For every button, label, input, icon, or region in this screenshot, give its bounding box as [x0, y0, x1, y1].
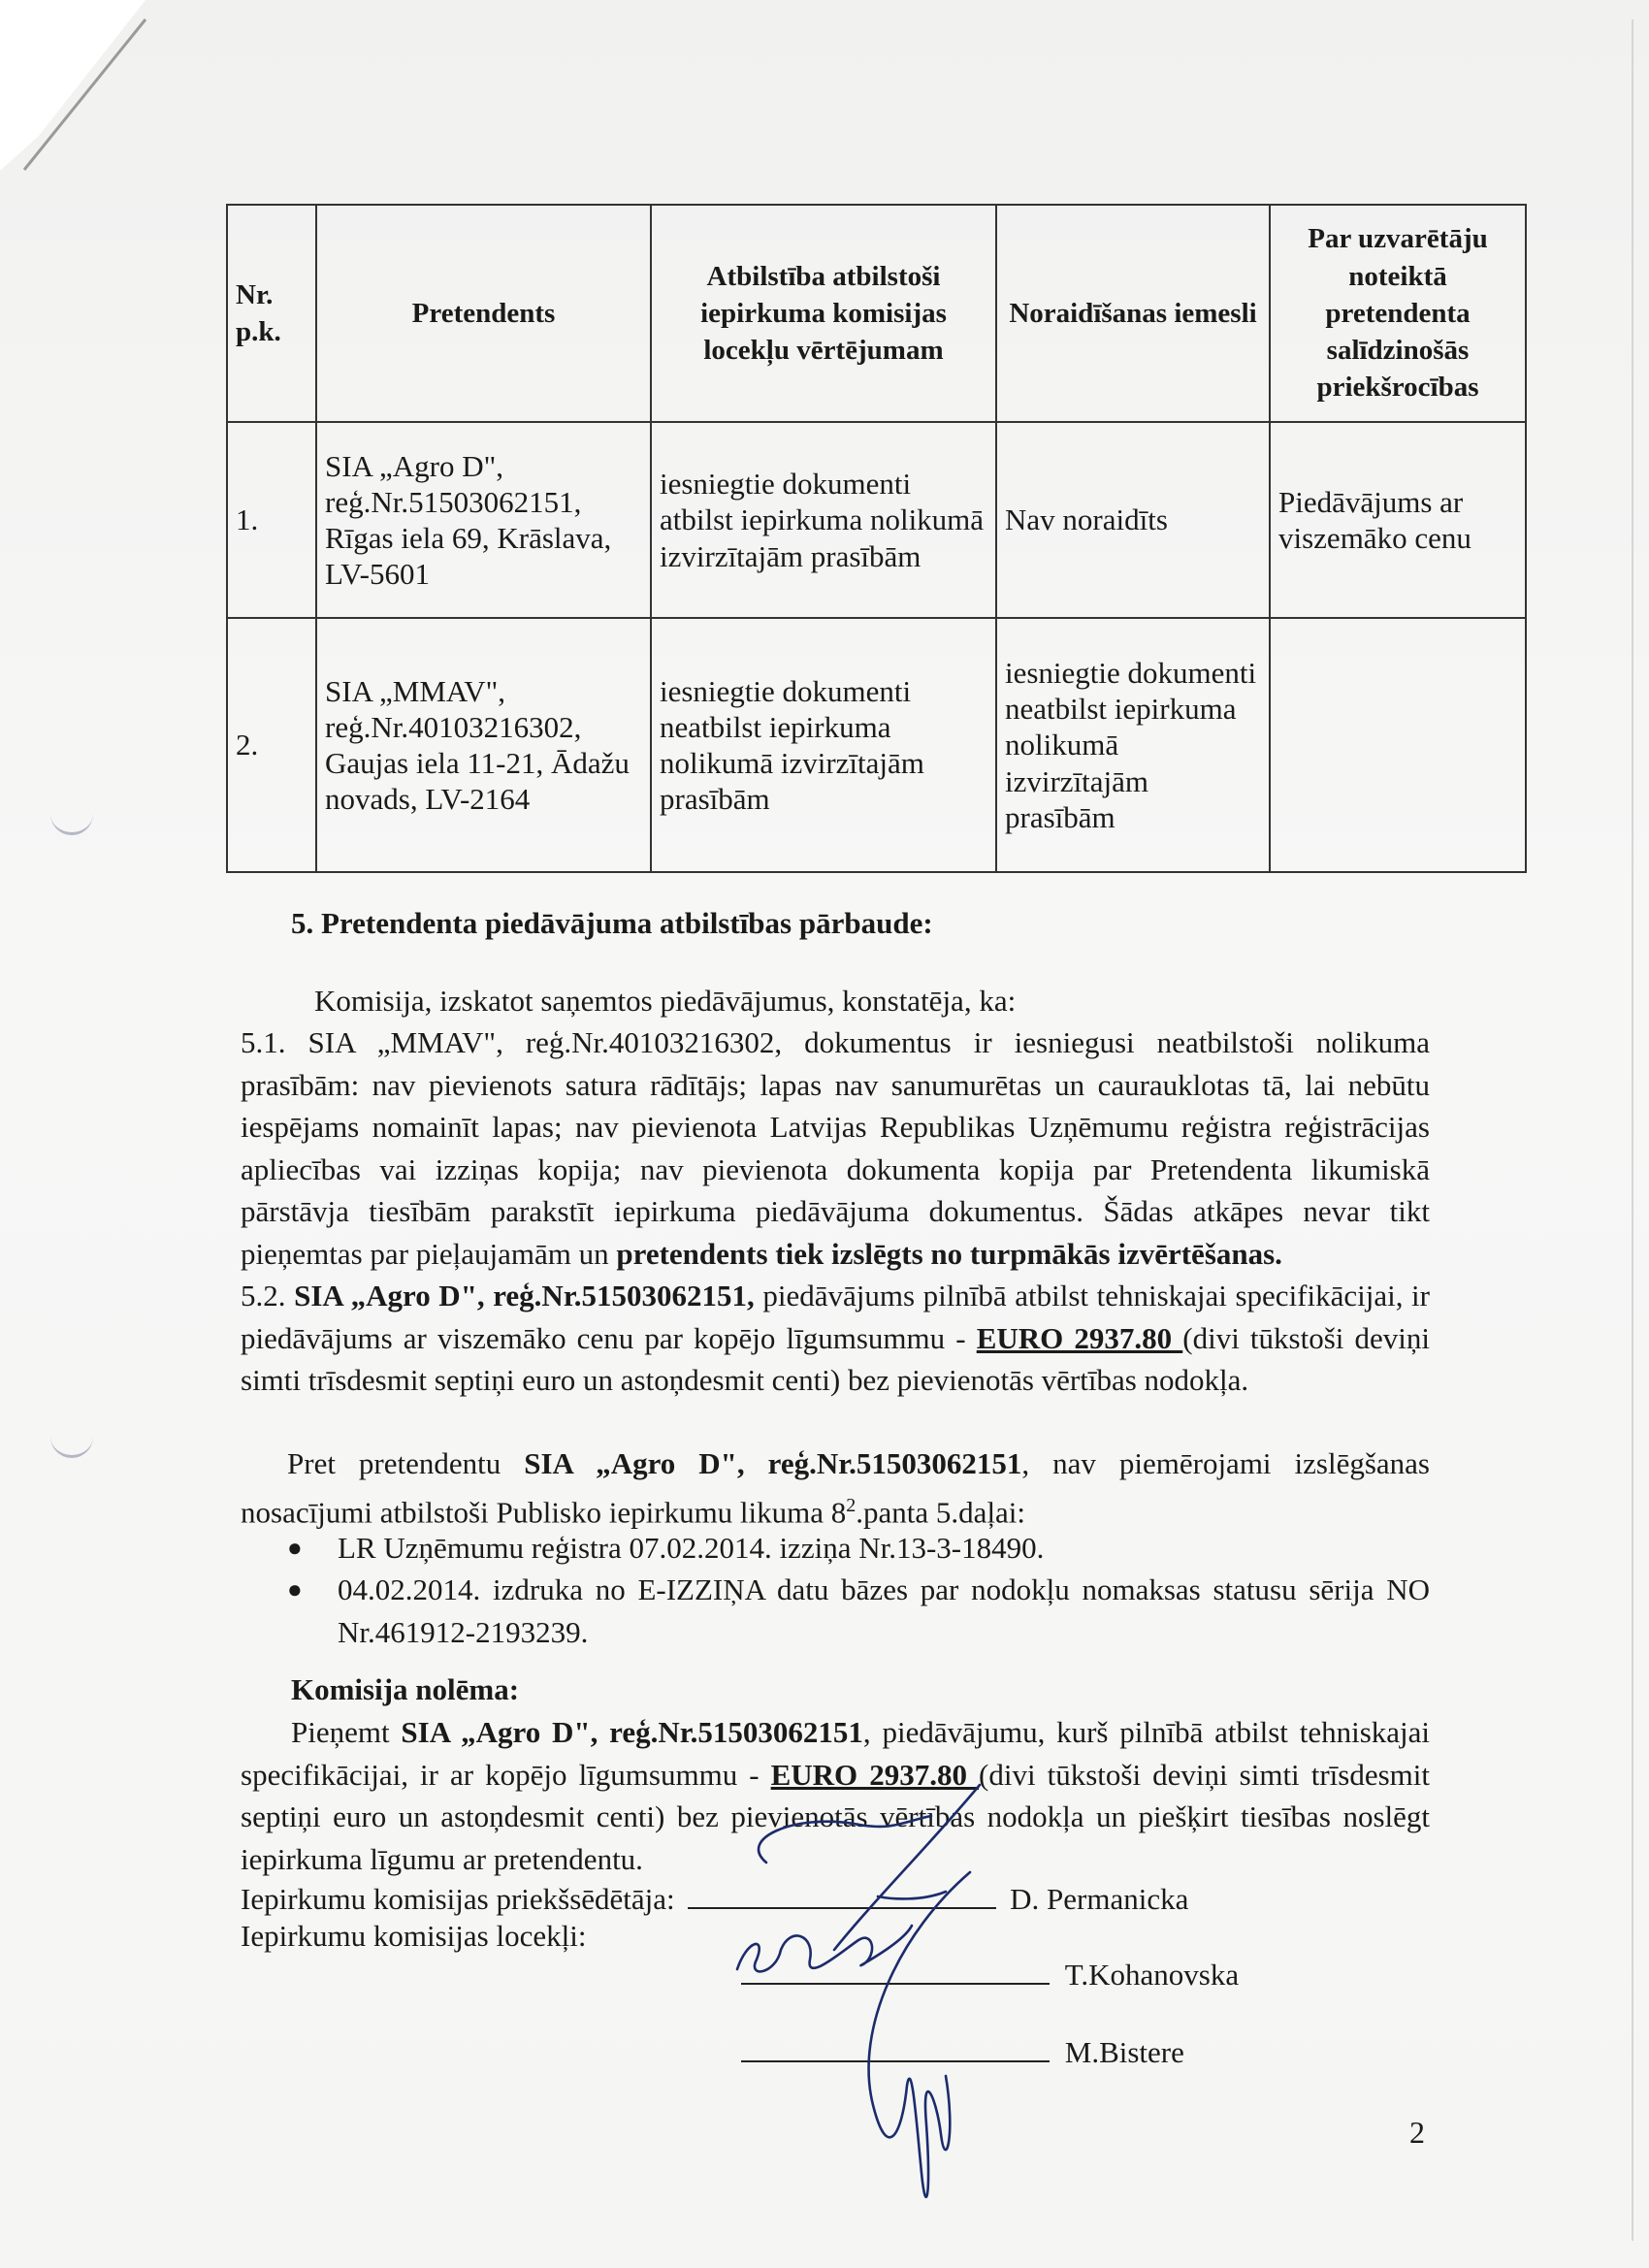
decision-amount: EURO 2937.80 — [770, 1757, 980, 1792]
chair-name: D. Permanicka — [1010, 1882, 1189, 1916]
paragraph-5-2-prefix: 5.2. — [241, 1279, 295, 1312]
paragraph-5-2-text-end: (divi tūkstoši deviņi simti trīsdesmit septiņi euro un astoņdesmit centi) bez pievienotās vērtības nodokļa. — [241, 1320, 1430, 1397]
col-header-noraidisana: Noraidīšanas iemesli — [996, 205, 1270, 422]
cell-atbilstiba: iesniegtie dokumenti neatbilst iepirkuma nolikumā izvirzītajām prasībām — [651, 618, 996, 872]
col-header-nr: Nr. p.k. — [227, 205, 316, 422]
cell-prieksrocibas: Piedāvājums ar viszemāko cenu — [1270, 422, 1526, 618]
member2-name: M.Bistere — [1064, 2035, 1184, 2069]
signature-chair — [759, 1785, 980, 1950]
col-header-prieksrocibas: Par uzvarētāju noteiktā pretendenta salīdzinošās priekšrocības — [1270, 205, 1526, 422]
cell-nr: 1. — [227, 422, 316, 618]
section-5-heading: 5. Pretendenta piedāvājuma atbilstības pārbaude: — [291, 906, 933, 940]
bullet-icon: ● — [287, 1534, 303, 1562]
paragraph-5-2-text: piedāvājums pilnībā atbilst tehniskajai specifikācijai, ir piedāvājums ar viszemāko cenu par kopējo līgumsummu - — [241, 1279, 1430, 1355]
decision-text-2: , piedāvājumu, kurš pilnībā atbilst tehniskajai specifikācijai, ir ar kopējo līgumsummu - — [241, 1715, 1430, 1792]
decision-text-3: (divi tūkstoši deviņi simti trīsdesmit septiņi euro un astoņdesmit centi) bez pievienotās vērtības nodokļa un piešķirt tiesības noslēgt iepirkuma līgumu ar pretendentu. — [241, 1757, 1430, 1876]
decision-company: SIA „Agro D", reģ.Nr.51503062151 — [401, 1715, 863, 1749]
cell-pretendents: SIA „MMAV", reģ.Nr.40103216302, Gaujas iela 11-21, Ādažu novads, LV-2164 — [316, 618, 651, 872]
exclusion-text-2: , nav piemērojami izslēgšanas nosacījumi atbilstoši Publisko iepirkumu likuma 8 — [241, 1446, 1430, 1529]
cell-pretendents: SIA „Agro D", reģ.Nr.51503062151, Rīgas iela 69, Krāslava, LV-5601 — [316, 422, 651, 618]
members-label: Iepirkumu komisijas locekļi: — [241, 1919, 587, 1953]
paragraph-5-1-text: 5.1. SIA „MMAV", reģ.Nr.40103216302, dokumentus ir iesniegusi neatbilstoši nolikuma prasībām: nav pievienots satura rādītājs; lapas nav sanumurētas un caurauklotas tā, lai nebūtu iespējams nomainīt lapas; nav pievienota Latvijas Republikas Uzņēmumu reģistra reģistrācijas apliecības vai izziņas kopija; nav pievienota dokumenta kopija par Pretendenta likumiskā pārstāvja tiesībām parakstīt iepirkuma piedāvājuma dokumentus. Šādas atkāpes nevar tikt pieņemtas par pieļaujamām un — [241, 1025, 1430, 1271]
list-item-text: LR Uzņēmumu reģistra 07.02.2014. izziņa Nr.13-3-18490. — [338, 1531, 1045, 1565]
paragraph-5-2-amount: EURO 2937.80 — [976, 1320, 1183, 1355]
signature-member2 — [869, 1872, 970, 2197]
col-header-pretendents: Pretendents — [316, 205, 651, 422]
exclusion-text-3: .panta 5.daļai: — [856, 1494, 1026, 1529]
cell-noraidisana: Nav noraidīts — [996, 422, 1270, 618]
paragraph-5-1-conclusion: pretendents tiek izslēgts no turpmākās izvērtēšanas. — [616, 1236, 1282, 1271]
member1-name: T.Kohanovska — [1064, 1958, 1240, 1992]
list-item-text: 04.02.2014. izdruka no E-IZZIŅA datu bāzes par nodokļu nomaksas statusu sērija NO Nr.461912-2193239. — [338, 1572, 1430, 1649]
col-header-atbilstiba: Atbilstība atbilstoši iepirkuma komisijas locekļu vērtējumam — [651, 205, 996, 422]
exclusion-company: SIA „Agro D", reģ.Nr.51503062151 — [524, 1446, 1022, 1480]
paragraph-5-2-company: SIA „Agro D", reģ.Nr.51503062151, — [294, 1279, 755, 1312]
decision-heading: Komisija nolēma: — [291, 1672, 520, 1706]
cell-atbilstiba: iesniegtie dokumenti atbilst iepirkuma nolikumā izvirzītajām prasībām — [651, 422, 996, 618]
section-5-intro: Komisija, izskatot saņemtos piedāvājumus, konstatēja, ka: — [314, 984, 1017, 1018]
cell-noraidisana: iesniegtie dokumenti neatbilst iepirkuma nolikumā izvirzītajām prasībām — [996, 618, 1270, 872]
bullet-icon: ● — [287, 1575, 303, 1604]
exclusion-superscript: 2 — [846, 1494, 857, 1516]
page-number: 2 — [1409, 2115, 1425, 2150]
signature-member1 — [737, 1926, 912, 1971]
decision-text-1: Pieņemt — [291, 1715, 402, 1749]
chair-label: Iepirkumu komisijas priekšsēdētāja: — [241, 1882, 675, 1916]
cell-nr: 2. — [227, 618, 316, 872]
exclusion-text-1: Pret pretendentu — [287, 1446, 525, 1480]
